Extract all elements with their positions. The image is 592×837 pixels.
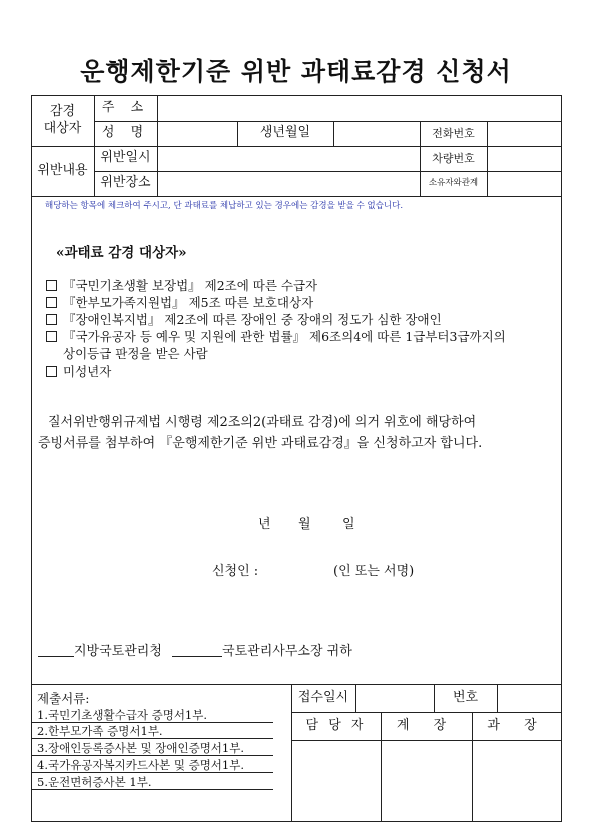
document-item: 4.국가유공자복지카드사본 및 증명서1부. — [37, 758, 244, 772]
violation-date-label: 위반일시 — [100, 150, 151, 166]
name-label: 성 명 — [101, 125, 150, 141]
officer-sign-box[interactable] — [291, 740, 381, 822]
regional-office-blank[interactable] — [38, 644, 74, 657]
option-continuation: 상이등급 판정을 받은 사람 — [63, 346, 208, 361]
address-field[interactable] — [157, 95, 562, 121]
option-item — [46, 362, 111, 380]
local-office-blank[interactable] — [172, 644, 222, 657]
document-item: 2.한부모가족 증명서1부. — [37, 724, 163, 738]
date-day: 일 — [342, 517, 355, 532]
phone-label: 전화번호 — [432, 126, 475, 140]
date-month: 월 — [298, 517, 311, 532]
date-year: 년 — [258, 517, 271, 532]
receipt-date-field[interactable] — [355, 684, 434, 712]
team-leader-sign-box[interactable] — [381, 740, 472, 822]
notice-text: 해당하는 항목에 체크하여 주시고, 단 과태료를 체납하고 있는 경우에는 감경을 받을 수 없습니다. — [45, 201, 404, 211]
section-chief-label: 과 장 — [487, 717, 547, 733]
name-field[interactable] — [157, 121, 237, 146]
birth-label: 생년월일 — [259, 125, 311, 141]
phone-field[interactable] — [487, 121, 562, 146]
officer-label: 담 당 자 — [305, 717, 367, 733]
checkbox[interactable] — [46, 314, 57, 325]
option-label: 미성년자 — [63, 364, 112, 379]
row-divider — [31, 196, 562, 197]
local-office-label: 국토관리사무소장 귀하 — [222, 644, 352, 659]
owner-relation-label: 소유자와관계 — [428, 178, 479, 189]
receipt-number-field[interactable] — [497, 684, 562, 712]
option-label: 『국민기초생활 보장법』 제2조에 따른 수급자 — [63, 278, 318, 293]
document-item: 1.국민기초생활수급자 증명서1부. — [37, 708, 208, 722]
owner-relation-field[interactable] — [487, 171, 562, 196]
document-divider — [31, 738, 273, 739]
regional-office-label: 지방국토관리청 — [74, 644, 162, 659]
address-label: 주 소 — [101, 99, 150, 115]
violation-place-label: 위반장소 — [100, 175, 151, 191]
checkbox[interactable] — [46, 331, 57, 342]
option-item — [46, 327, 506, 345]
option-item — [46, 276, 317, 294]
violation-date-field[interactable] — [157, 146, 420, 171]
document-item: 5.운전면허증사본 1부. — [37, 775, 152, 789]
violation-label: 위반내용 — [37, 162, 88, 178]
team-leader-label: 계 장 — [396, 717, 457, 733]
document-item: 3.장애인등록증사본 및 장애인증명서1부. — [37, 741, 244, 755]
birth-field[interactable] — [333, 121, 420, 146]
document-divider — [31, 789, 273, 790]
receipt-date-label: 접수일시 — [297, 689, 349, 705]
applicant-sign: (인 또는 서명) — [333, 564, 415, 579]
subject-label: 감경 대상자 — [43, 104, 82, 136]
vehicle-label: 차량번호 — [432, 151, 475, 165]
option-item — [46, 293, 313, 311]
option-label: 『국가유공자 등 예우 및 지원에 관한 법률』 제6조의4에 따른 1급부터3급까지의 — [63, 329, 506, 344]
checkbox[interactable] — [46, 280, 57, 291]
document-divider — [31, 755, 273, 756]
violation-place-field[interactable] — [157, 171, 420, 196]
option-label: 『장애인복지법』 제2조에 따른 장애인 중 장애의 정도가 심한 장애인 — [63, 312, 442, 327]
document-divider — [31, 772, 273, 773]
form-title: 운행제한기준 위반 과태료감경 신청서 — [80, 57, 512, 86]
section-chief-sign-box[interactable] — [472, 740, 562, 822]
vehicle-field[interactable] — [487, 146, 562, 171]
checkbox[interactable] — [46, 297, 57, 308]
documents-label: 제출서류: — [37, 691, 90, 706]
option-item — [46, 310, 442, 328]
request-paragraph-line2: 증빙서류를 첨부하여 『운행제한기준 위반 과태료감경』을 신청하고자 합니다. — [38, 436, 483, 451]
addressee-line — [38, 640, 352, 659]
request-paragraph-line1: 질서위반행위규제법 시행령 제2조의2(과태료 감경)에 의거 위호에 해당하여 — [48, 415, 477, 430]
applicant-label: 신청인 : — [212, 564, 259, 579]
option-label: 『한부모가족지원법』 제5조 따른 보호대상자 — [63, 295, 314, 310]
section-title: «과태료 감경 대상자» — [56, 245, 187, 261]
receipt-number-label: 번호 — [452, 689, 479, 705]
checkbox[interactable] — [46, 366, 57, 377]
